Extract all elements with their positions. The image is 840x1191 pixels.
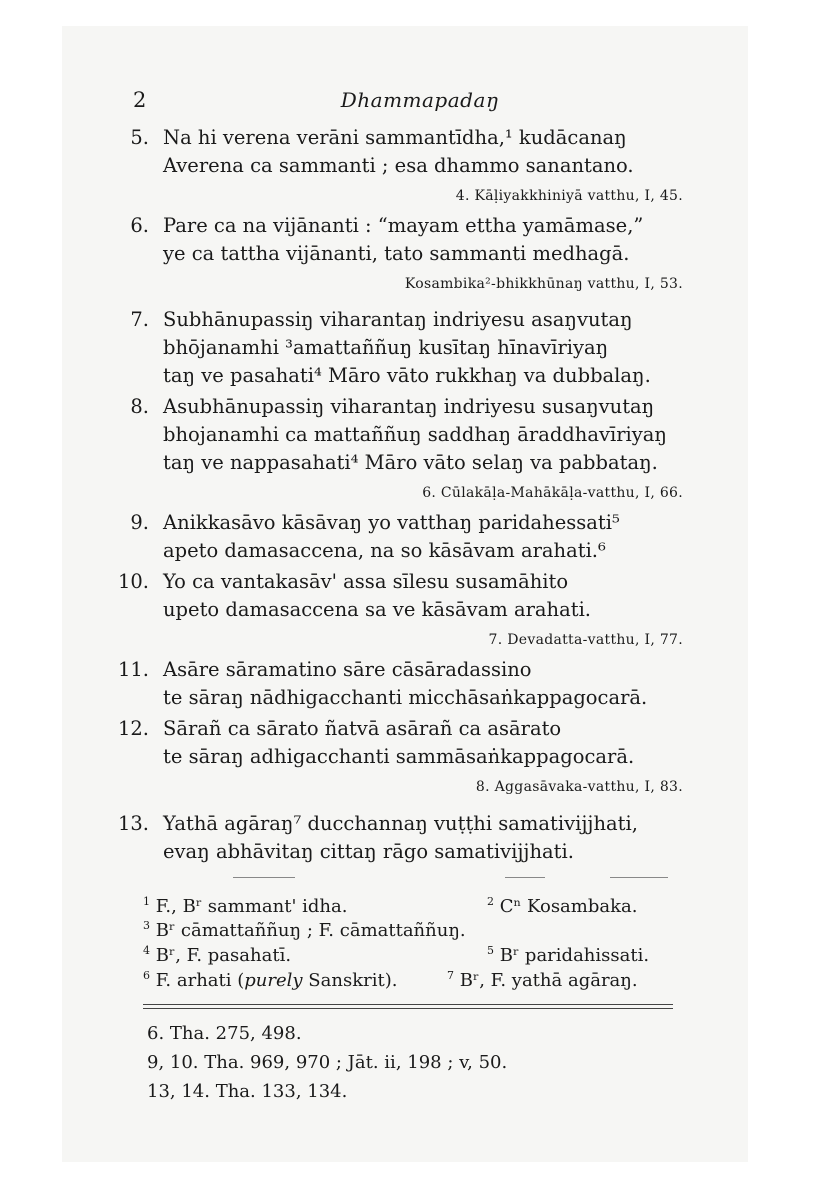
footnote-mark: 6 <box>143 969 150 982</box>
footnote <box>487 896 637 917</box>
footnote-text: Bʳ, F. yathā agāraŋ. <box>459 970 638 991</box>
source-reference: 8. Aggasāvaka-vatthu, I, 83. <box>475 779 683 795</box>
verse-line: upeto damasaccena sa ve kāsāvam arahati. <box>163 598 592 621</box>
footnote-mark: 2 <box>487 895 494 908</box>
footnote-text: F., Bʳ sammant' idha. <box>155 896 348 917</box>
parallel-reference: 9, 10. Tha. 969, 970 ; Jāt. ii, 198 ; v, 50. <box>147 1052 508 1073</box>
footnote <box>143 920 466 941</box>
footnote-text: Sanskrit). <box>302 970 398 991</box>
verse-line: evaŋ abhāvitaŋ cittaŋ rāgo samativijjhati. <box>163 840 574 863</box>
verse-line: Pare ca na vijānanti : “mayam ettha yamāmase,” <box>163 214 644 237</box>
verse-number: 6. <box>130 214 149 237</box>
verse-number: 13. <box>117 812 149 835</box>
source-reference: 4. Kāḷiyakkhiniyā vatthu, I, 45. <box>455 188 683 204</box>
divider-rule <box>143 1004 673 1005</box>
source-reference: Kosambika²-bhikkhūnaŋ vatthu, I, 53. <box>404 276 683 292</box>
footnote-mark: 7 <box>447 969 454 982</box>
verse-number: 7. <box>130 308 149 331</box>
verse-line: taŋ ve nappasahati⁴ Māro vāto selaŋ va pabbataŋ. <box>163 451 658 474</box>
verse-line: Asubhānupassiŋ viharantaŋ indriyesu susaŋvutaŋ <box>163 395 655 418</box>
source-reference: 6. Cūlakāḷa-Mahākāḷa-vatthu, I, 66. <box>422 485 683 501</box>
verse-line: Anikkasāvo kāsāvaŋ yo vatthaŋ paridahessati⁵ <box>163 511 620 534</box>
verse-number: 9. <box>130 511 149 534</box>
verse-line: te sāraŋ adhigacchanti sammāsaṅkappagocarā. <box>163 745 635 768</box>
divider-rule <box>143 1008 673 1009</box>
verse-line: Na hi verena verāni sammantīdha,¹ kudācanaŋ <box>163 126 627 149</box>
verse-line: te sāraŋ nādhigacchanti micchāsaṅkappagocarā. <box>163 686 648 709</box>
verse-line: bhōjanamhi ³amattaññuŋ kusītaŋ hīnavīriyaŋ <box>163 336 609 359</box>
verse-line: bhojanamhi ca mattaññuŋ saddhaŋ āraddhavīriyaŋ <box>163 423 667 446</box>
footnote-mark: 1 <box>143 895 150 908</box>
footnote <box>143 945 291 966</box>
footnote <box>447 970 638 991</box>
parallel-reference: 6. Tha. 275, 498. <box>147 1023 302 1044</box>
footnote-mark: 4 <box>143 944 150 957</box>
footnote-mark: 3 <box>143 919 150 932</box>
footnote-emphasis: purely <box>244 970 303 991</box>
verse-number: 11. <box>117 658 149 681</box>
footnote-text: Bʳ, F. pasahatī. <box>155 945 292 966</box>
page-number: 2 <box>133 88 147 112</box>
verse-line: Subhānupassiŋ viharantaŋ indriyesu asaŋvutaŋ <box>163 308 633 331</box>
separator-rule <box>505 877 545 878</box>
verse-number: 10. <box>117 570 149 593</box>
verse-line: Sārañ ca sārato ñatvā asārañ ca asārato <box>163 717 562 740</box>
footnote-mark: 5 <box>487 944 494 957</box>
footnote-text: Bʳ cāmattaññuŋ ; F. cāmattaññuŋ. <box>155 920 466 941</box>
verse-line: Averena ca sammanti ; esa dhammo sanantano. <box>163 154 634 177</box>
footnote <box>143 896 347 917</box>
separator-rule <box>233 877 295 878</box>
source-reference: 7. Devadatta-vatthu, I, 77. <box>488 632 683 648</box>
running-title: Dhammapadaŋ <box>340 88 500 112</box>
verse-line: Asāre sāramatino sāre cāsāradassino <box>163 658 532 681</box>
verse-number: 5. <box>130 126 149 149</box>
verse-line: Yathā agāraŋ⁷ ducchannaŋ vuṭṭhi samativijjhati, <box>163 812 638 835</box>
verse-number: 8. <box>130 395 149 418</box>
verse-line: ye ca tattha vijānanti, tato sammanti medhagā. <box>163 242 630 265</box>
separator-rule <box>610 877 668 878</box>
footnote-text: Bʳ paridahissati. <box>499 945 650 966</box>
verse-line: taŋ ve pasahati⁴ Māro vāto rukkhaŋ va dubbalaŋ. <box>163 364 651 387</box>
verse-line: Yo ca vantakasāv' assa sīlesu susamāhito <box>163 570 569 593</box>
footnote <box>487 945 649 966</box>
verse-line: apeto damasaccena, na so kāsāvam arahati.⁶ <box>163 539 606 562</box>
footnote <box>143 970 397 991</box>
parallel-reference: 13, 14. Tha. 133, 134. <box>147 1081 348 1102</box>
verse-number: 12. <box>117 717 149 740</box>
footnote-text: F. arhati ( <box>155 970 245 991</box>
footnote-text: Cⁿ Kosambaka. <box>499 896 638 917</box>
